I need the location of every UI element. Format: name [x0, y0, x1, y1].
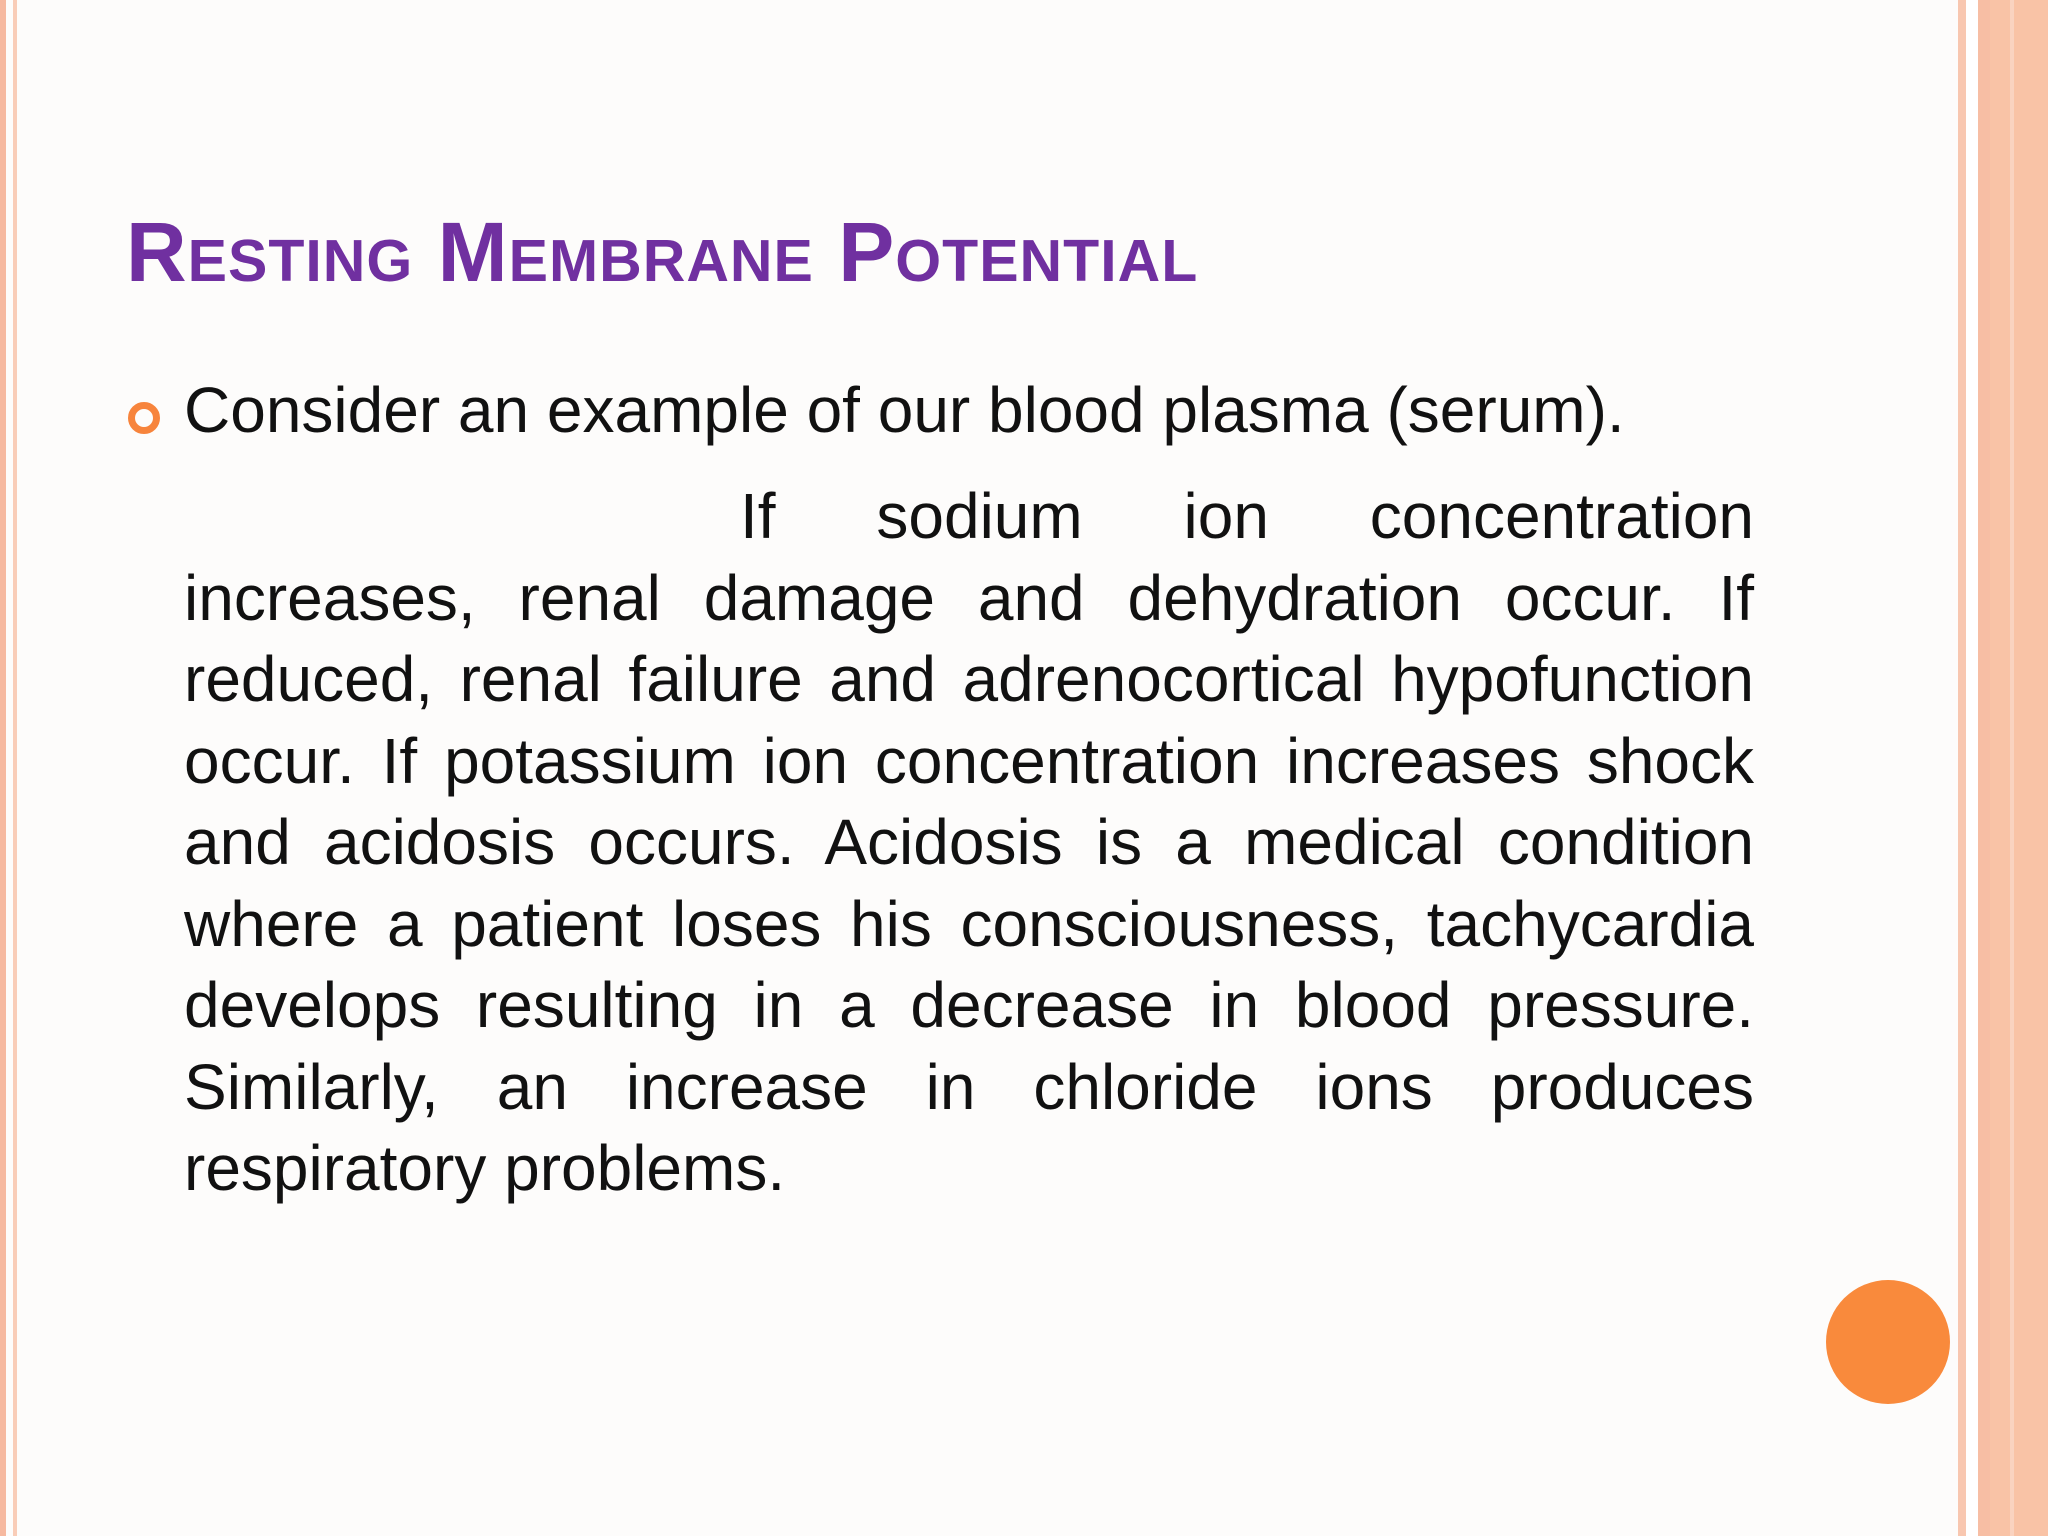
right-border-gap [1966, 0, 1978, 1536]
right-border-highlight [2010, 0, 2014, 1536]
orange-circle-decoration [1826, 1280, 1950, 1404]
body-paragraph: If sodium ion concentration increases, renal damage and dehydration occur. If reduced, renal failure and adrenocortical hypofunction occur. If potassium ion concentration increases shock and acidosis occurs. Acidosis is a medical condition where a patient loses his consciousness, tachycardia develops resulting in a decrease in blood pressure. Similarly, an increase in chloride ions produces respiratory problems. [184, 480, 1754, 1204]
bullet-text: Consider an example of our blood plasma (serum). [184, 374, 1625, 446]
right-border-stripe [1958, 0, 1966, 1536]
right-border-band [1990, 0, 2048, 1536]
left-border-line-inner [13, 0, 17, 1536]
hollow-circle-bullet-icon [128, 402, 160, 434]
right-border-stripe [1978, 0, 1990, 1536]
left-border-line [0, 0, 6, 1536]
slide-title: Resting Membrane Potential [126, 205, 1199, 299]
